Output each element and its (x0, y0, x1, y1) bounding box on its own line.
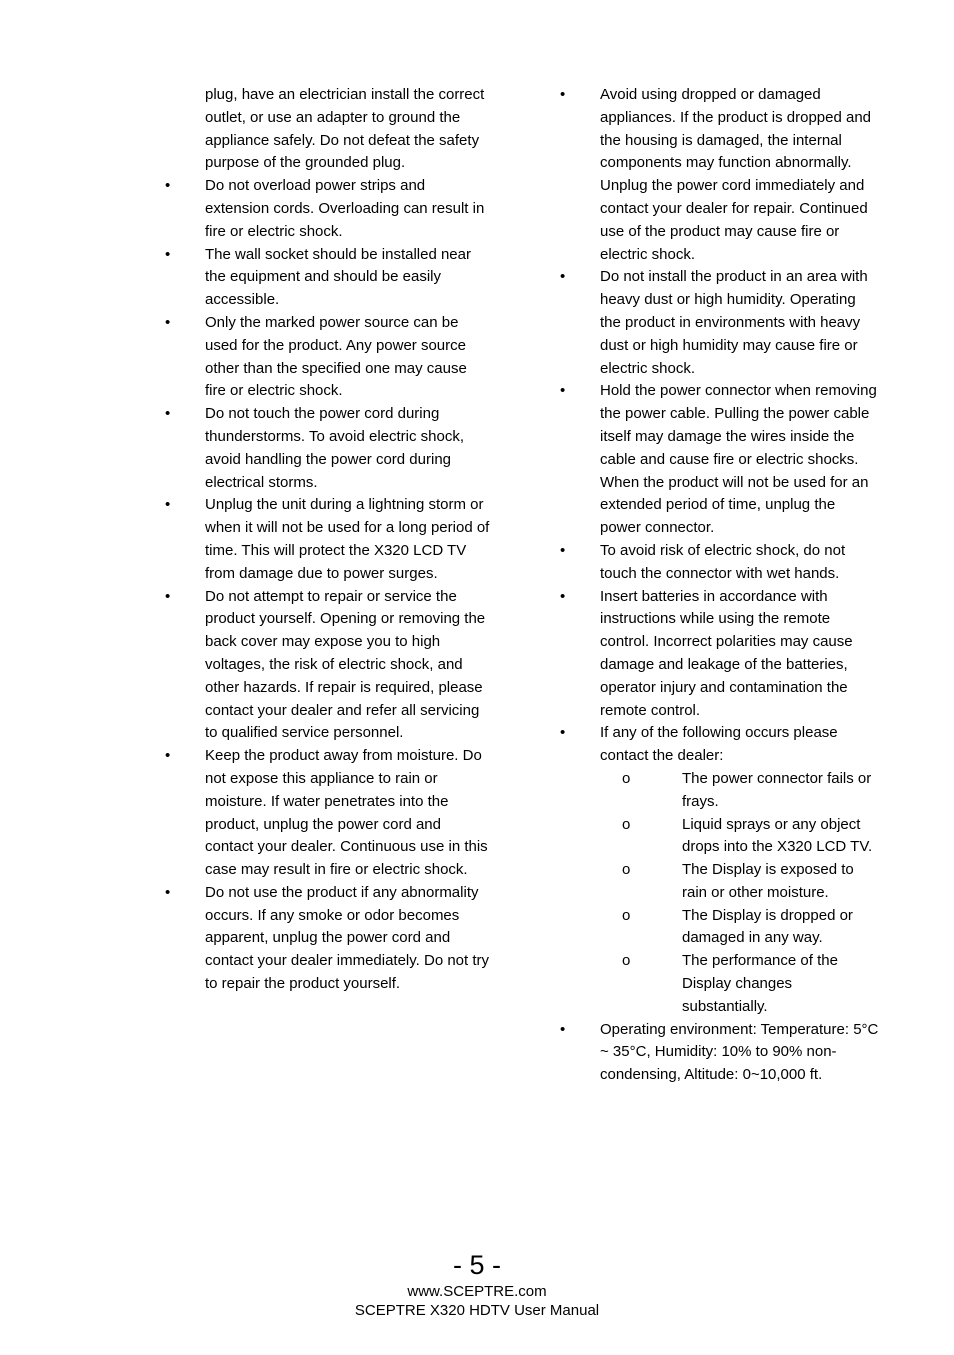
bullet-icon: • (560, 86, 566, 103)
website-url: www.SCEPTRE.com (407, 1283, 547, 1300)
list-item-text: If any of the following occurs please contact the dealer: (600, 724, 838, 765)
list-item-text: Insert batteries in accordance with instructions while using the remote control. Incorrect polarities may cause damage and leakage of the batteries, operator injury and contamination the remote control. (600, 587, 853, 719)
circle-bullet-icon: o (622, 769, 631, 787)
bullet-icon: • (560, 1020, 566, 1038)
sub-list-item (560, 905, 880, 951)
list-item-text: Keep the product away from moisture. Do not expose this appliance to rain or moisture. If water penetrates into the product, unplug the power cord and contact your dealer. Continuous use in this case may result in fire or electric shock. (205, 747, 488, 879)
list-item (165, 586, 490, 746)
circle-bullet-icon: o (622, 906, 631, 924)
list-item (165, 175, 490, 243)
list-item-text: Do not touch the power cord during thunderstorms. To avoid electric shock, avoid handling the power cord during electrical storms. (205, 405, 465, 491)
list-item (165, 312, 490, 403)
list-item-text: To avoid risk of electric shock, do not touch the connector with wet hands. (600, 541, 846, 582)
bullet-icon: • (165, 245, 171, 263)
bullet-icon: • (165, 883, 171, 901)
list-item (165, 745, 490, 882)
bullet-icon: • (165, 405, 171, 423)
list-item-text: Avoid using dropped or damaged appliances. If the product is dropped and the housing is damaged, the internal components may function abnormally. Unplug the power cord immediately and contact your dealer for repair. Continued use of the product may cause fire or electric shock. (600, 86, 872, 263)
sub-list-item-text: Liquid sprays or any object drops into the X320 LCD TV. (682, 815, 873, 856)
list-item (560, 1019, 880, 1087)
bullet-icon: • (165, 313, 171, 331)
manual-title: SCEPTRE X320 HDTV User Manual (354, 1302, 600, 1319)
sub-list-item (560, 859, 880, 905)
list-item (560, 380, 880, 540)
bullet-icon: • (560, 382, 566, 400)
bullet-icon: • (165, 177, 171, 195)
list-item (560, 586, 880, 723)
bullet-icon: • (165, 496, 171, 514)
list-item-text: Do not attempt to repair or service the product yourself. Opening or removing the back cover may expose you to high voltages, the risk of electric shock, and other hazards. If repair is required, please contact your dealer and refer all servicing to qualified service personnel. (205, 587, 486, 742)
list-item (165, 882, 490, 996)
list-item-text: Operating environment: Temperature: 5°C ~ 35°C, Humidity: 10% to 90% non-condensing, Altitude: 0~10,000 ft. (600, 1020, 879, 1084)
bullet-icon: • (560, 541, 566, 559)
circle-bullet-icon: o (622, 861, 631, 879)
list-item (165, 403, 490, 494)
list-item-text: Do not overload power strips and extension cords. Overloading can result in fire or electric shock. (205, 177, 485, 240)
right-column (560, 84, 880, 1087)
list-item-text: Hold the power connector when removing the power cable. Pulling the power cable itself may damage the wires inside the cable and cause fire or electric shocks. When the product will not be used for an extended period of time, unplug the power connector. (600, 382, 877, 537)
sub-list-item (560, 950, 880, 1018)
bullet-icon: • (560, 268, 566, 286)
page-footer (0, 1248, 954, 1320)
list-item-text: Unplug the unit during a lightning storm or when it will not be used for a long period of time. This will protect the X320 LCD TV from damage due to power surges. (205, 496, 490, 582)
sub-list-item-text: The power connector fails or frays. (682, 769, 872, 810)
bullet-icon: • (560, 724, 566, 742)
list-item (165, 494, 490, 585)
right-bullet-list (560, 84, 880, 768)
sub-list-item (560, 768, 880, 814)
left-column (165, 84, 490, 996)
dealer-conditions-list (560, 768, 880, 1019)
list-item (560, 722, 880, 768)
continued-paragraph: plug, have an electrician install the correct outlet, or use an adapter to ground the appliance safely. Do not defeat the safety purpose of the grounded plug. (205, 86, 485, 172)
list-item-text: Do not use the product if any abnormality occurs. If any smoke or odor becomes apparent, unplug the power cord and contact your dealer immediately. Do not try to repair the product yourself. (205, 883, 490, 993)
list-item (560, 540, 880, 586)
list-item (560, 266, 880, 380)
sub-list-item-text: The Display is dropped or damaged in any way. (682, 906, 853, 947)
bullet-icon: • (165, 747, 171, 765)
list-item-text: Do not install the product in an area with heavy dust or high humidity. Operating the product in environments with heavy dust or high humidity may cause fire or electric shock. (600, 268, 868, 377)
list-item (165, 244, 490, 312)
circle-bullet-icon: o (622, 952, 631, 970)
sub-list-item-text: The performance of the Display changes substantially. (682, 952, 838, 1015)
list-item (560, 84, 880, 266)
list-item-text: The wall socket should be installed near the equipment and should be easily accessible. (205, 245, 471, 309)
bullet-icon: • (560, 587, 566, 605)
sub-list-item-text: The Display is exposed to rain or other moisture. (682, 861, 854, 901)
page-number: - 5 - (452, 1250, 501, 1280)
sub-list-item (560, 814, 880, 860)
bullet-icon: • (165, 587, 171, 605)
circle-bullet-icon: o (622, 815, 631, 833)
left-bullet-list (165, 175, 490, 996)
list-item-text: Only the marked power source can be used for the product. Any power source other than the specified one may cause fire or electric shock. (205, 313, 467, 400)
